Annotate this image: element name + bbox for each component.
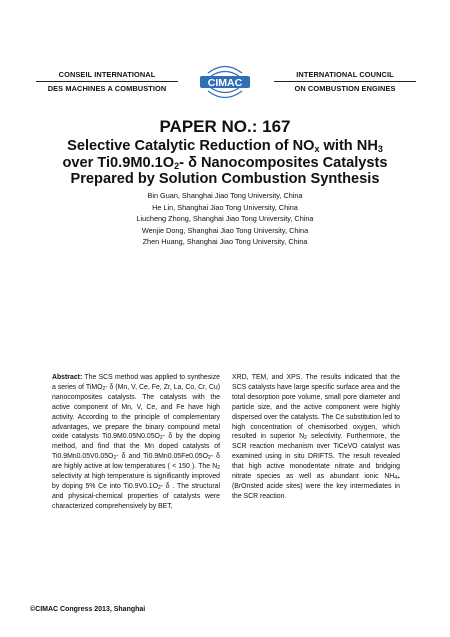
author-line: Wenjie Dong, Shanghai Jiao Tong University, China xyxy=(141,225,309,235)
abstract-label: Abstract: xyxy=(52,374,83,381)
title-line-3: Prepared by Solution Combustion Synthesis xyxy=(70,171,380,187)
title-line-2: over $Ti0.9M0.1O_2-$ δ Nanocomposites Catalysts xyxy=(62,154,388,171)
author-line: Zhen Huang, Shanghai Jiao Tong University, China xyxy=(142,237,308,246)
author-line: Bin Guan, Shanghai Jiao Tong University, China xyxy=(147,191,303,200)
abstract-right-column: XRD, TEM, and XPS. The results indicated that the SCS catalysts have large specific surface area and the total desorption pore volume, small pore diameter and particle size, and the active component were highly dispersed over the catalysts. The Ce substitution led to high concentration of chemisorbed oxygen, which resulted in superior $N_2$ selectivity. Furthermore, the SCR reaction mechanism over TiCeVO catalyst was examined using in situ DRIFTS. The result revealed that high active monodentate nitrate and bridging nitrate species as well as abundant ionic $NH_{4+}$ (BrOnsted acide sites) were the key intermediates in the SCR reaction. xyxy=(232,374,400,500)
author-line: He Lin, Shanghai Jiao Tong University, China xyxy=(152,202,298,212)
right-org-line2: ON COMBUSTION ENGINES xyxy=(294,84,396,93)
logo-text: CIMAC xyxy=(207,77,243,89)
footer-copyright: ©CIMAC Congress 2013, Shanghai xyxy=(30,606,146,613)
paper-number: PAPER NO.: 167 xyxy=(159,117,291,136)
right-org-line1: INTERNATIONAL COUNCIL xyxy=(296,70,394,79)
left-org-line1: CONSEIL INTERNATIONAL xyxy=(58,70,156,79)
cimac-logo xyxy=(198,62,252,102)
header-left-org xyxy=(32,69,182,94)
abstract-left-column: Abstract: The SCS method was applied to synthesize a series of TiMO$_2$- δ (Mn, V, Ce, Fe, Zr, La, Co, Cr, Cu) nanocomposites catalysts. The catalysts with the active component of Mn, V, Ce, and Fe have high activity. According to the principle of complementary advantages, we prepare the binary compound metal oxide catalysts $Ti0.9M0.05N0.05O_2-$ δ by the doping method, and find that the Mn doped catalysts of $Ti0.9Mn0.05V0.05O_2-$ δ and $Ti0.9Mn0.05Fe0.05O_2-$ δ are highly active at low temperatures ( < 150 ). The $N_2$ selectivity at high temperature is significantly improved by doping 5% Ce into $Ti0.9V0.1O_2-$ δ . The structural and physical-chemical properties of catalysts were characterized comprehensively by BET, xyxy=(52,374,220,510)
paper-title xyxy=(20,138,430,188)
title-line-1: Selective Catalytic Reduction of $NO_x$ with $NH_3$ xyxy=(67,138,383,154)
header-right-org xyxy=(270,69,420,94)
left-org-line2: DES MACHINES A COMBUSTION xyxy=(47,84,167,93)
author-line: Liucheng Zhong, Shanghai Jiao Tong University, China xyxy=(136,214,314,223)
author-list xyxy=(0,190,450,248)
logo-arc-top-inner xyxy=(211,72,239,77)
